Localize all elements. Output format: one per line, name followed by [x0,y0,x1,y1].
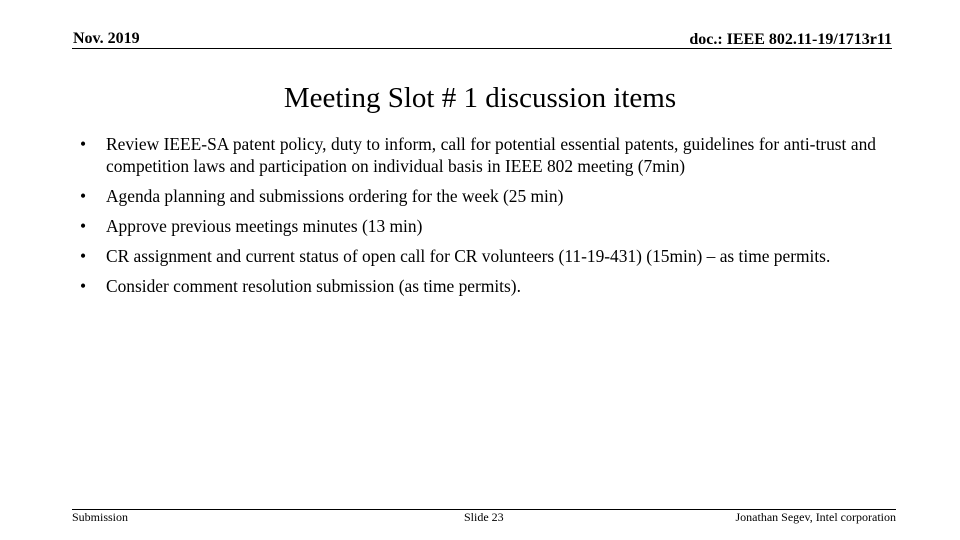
list-item-text: Approve previous meetings minutes (13 min) [106,216,423,236]
bullet-icon: • [80,134,87,154]
list-item-text: CR assignment and current status of open call for CR volunteers (11-19-431) (15min) – as time permits. [106,246,831,266]
bullet-icon: • [80,216,87,236]
discussion-items-list [80,133,876,305]
bullet-icon: • [80,186,87,206]
list-item [80,215,876,237]
footer-submission: Submission [72,510,129,524]
list-item [80,245,876,267]
list-item-text: Consider comment resolution submission (as time permits). [106,276,521,296]
slide-title: Meeting Slot # 1 discussion items [283,82,677,114]
list-item [80,133,876,177]
bullet-icon: • [80,246,87,266]
bullet-icon: • [80,276,87,296]
header-date: Nov. 2019 [73,30,140,47]
footer-author: Jonathan Segev, Intel corporation [735,510,896,524]
header-doc-id: doc.: IEEE 802.11-19/1713r11 [689,31,892,48]
list-item [80,275,876,297]
header-divider [72,48,892,49]
list-item [80,185,876,207]
list-item-text: Agenda planning and submissions ordering for the week (25 min) [106,186,564,206]
footer-slide-number: Slide 23 [464,510,504,524]
list-item-text: Review IEEE-SA patent policy, duty to inform, call for potential essential patents, guidelines for anti-trust and competition laws and participation on individual basis in IEEE 802 meeting (7min) [106,134,876,176]
